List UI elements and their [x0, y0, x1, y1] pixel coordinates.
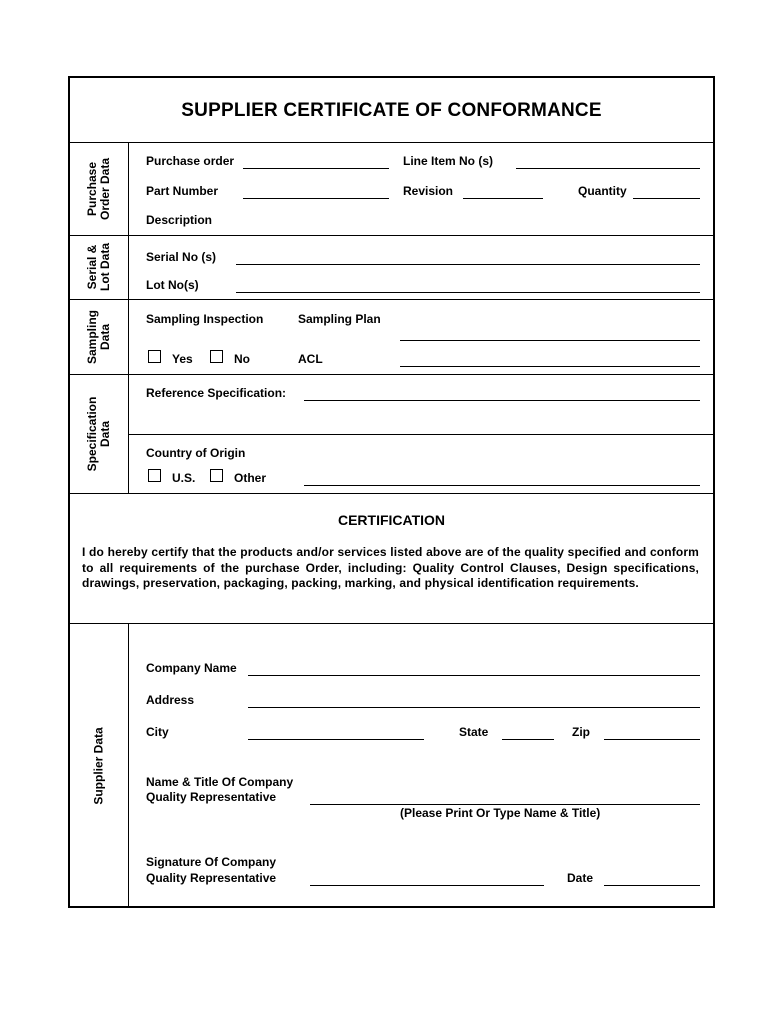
revision-label: Revision: [403, 184, 454, 198]
name-title-label-line1: Name & Title Of Company: [146, 775, 294, 789]
side-purchase-order: [70, 142, 128, 235]
sampling-plan-label: Sampling Plan: [298, 312, 381, 326]
divider-serial: [70, 299, 713, 300]
certification-title: CERTIFICATION: [337, 512, 446, 528]
purchase-order-label: Purchase order: [146, 154, 235, 168]
divider-reference: [128, 434, 713, 435]
quantity-field[interactable]: [633, 198, 700, 199]
address-field[interactable]: [248, 707, 700, 708]
line-item-label: Line Item No (s): [403, 154, 494, 168]
side-specification: [70, 374, 128, 493]
certificate-form: [68, 76, 715, 908]
signature-label-line1: Signature Of Company: [146, 855, 277, 869]
side-label-lot-data: Lot Data: [98, 243, 112, 291]
country-of-origin-label: Country of Origin: [146, 446, 246, 460]
purchase-order-field[interactable]: [243, 168, 389, 169]
certification-statement: I do hereby certify that the products and/or services listed above are of the quality specified and conform to all requirements of the purchase Order, including: Quality Control Clauses, Design specifications, drawings, preservation, packaging, packing, marking, and physical identification requirements.: [82, 545, 699, 590]
line-item-field[interactable]: [516, 168, 700, 169]
sampling-inspection-label: Sampling Inspection: [146, 312, 264, 326]
city-label: City: [146, 725, 169, 739]
side-label-sampling: Sampling: [85, 309, 99, 364]
side-label-purchase: Purchase: [85, 161, 99, 216]
part-number-label: Part Number: [146, 184, 219, 198]
zip-field[interactable]: [604, 739, 700, 740]
side-column-divider: [128, 142, 129, 493]
form-title: SUPPLIER CERTIFICATE OF CONFORMANCE: [181, 100, 602, 121]
side-sampling: [70, 299, 128, 374]
reference-spec-label: Reference Specification:: [146, 386, 287, 400]
divider-sampling: [70, 374, 713, 375]
description-label: Description: [146, 213, 213, 227]
print-name-note: (Please Print Or Type Name & Title): [400, 806, 601, 820]
state-label: State: [459, 725, 489, 739]
address-label: Address: [146, 693, 195, 707]
part-number-field[interactable]: [243, 198, 389, 199]
date-field[interactable]: [604, 885, 700, 886]
state-field[interactable]: [502, 739, 554, 740]
reference-spec-field[interactable]: [304, 400, 700, 401]
side-label-order-data: Order Data: [98, 157, 112, 220]
company-name-label: Company Name: [146, 661, 237, 675]
date-label: Date: [567, 871, 594, 885]
side-supplier: [70, 623, 128, 908]
signature-field[interactable]: [310, 885, 544, 886]
yes-label: Yes: [172, 352, 193, 366]
other-label: Other: [234, 471, 267, 485]
serial-no-field[interactable]: [236, 264, 700, 265]
company-name-field[interactable]: [248, 675, 700, 676]
side-label-serial: Serial &: [85, 244, 99, 290]
side-label-sampling-data: Data: [98, 323, 112, 350]
divider-certification: [70, 623, 713, 624]
divider-po: [128, 235, 713, 236]
side-label-specification: Specification: [85, 396, 99, 471]
divider-title: [70, 142, 713, 143]
other-country-field[interactable]: [304, 485, 700, 486]
divider-specification: [70, 493, 713, 494]
zip-label: Zip: [572, 725, 590, 739]
name-title-field[interactable]: [310, 804, 700, 805]
lot-no-field[interactable]: [236, 292, 700, 293]
city-field[interactable]: [248, 739, 424, 740]
other-checkbox[interactable]: [210, 469, 223, 482]
serial-no-label: Serial No (s): [146, 250, 217, 264]
side-serial-lot: [70, 235, 128, 299]
no-checkbox[interactable]: [210, 350, 223, 363]
acl-label: ACL: [298, 352, 323, 366]
signature-label-line2: Quality Representative: [146, 871, 277, 885]
lot-no-label: Lot No(s): [146, 278, 199, 292]
revision-field[interactable]: [463, 198, 543, 199]
quantity-label: Quantity: [578, 184, 627, 198]
no-label: No: [234, 352, 250, 366]
us-label: U.S.: [172, 471, 196, 485]
side-label-specification-data: Data: [98, 420, 112, 447]
us-checkbox[interactable]: [148, 469, 161, 482]
supplier-column-divider: [128, 623, 129, 908]
acl-field[interactable]: [400, 366, 700, 367]
name-title-label-line2: Quality Representative: [146, 790, 277, 804]
side-label-supplier-data: Supplier Data: [91, 726, 106, 805]
sampling-plan-field[interactable]: [400, 340, 700, 341]
yes-checkbox[interactable]: [148, 350, 161, 363]
